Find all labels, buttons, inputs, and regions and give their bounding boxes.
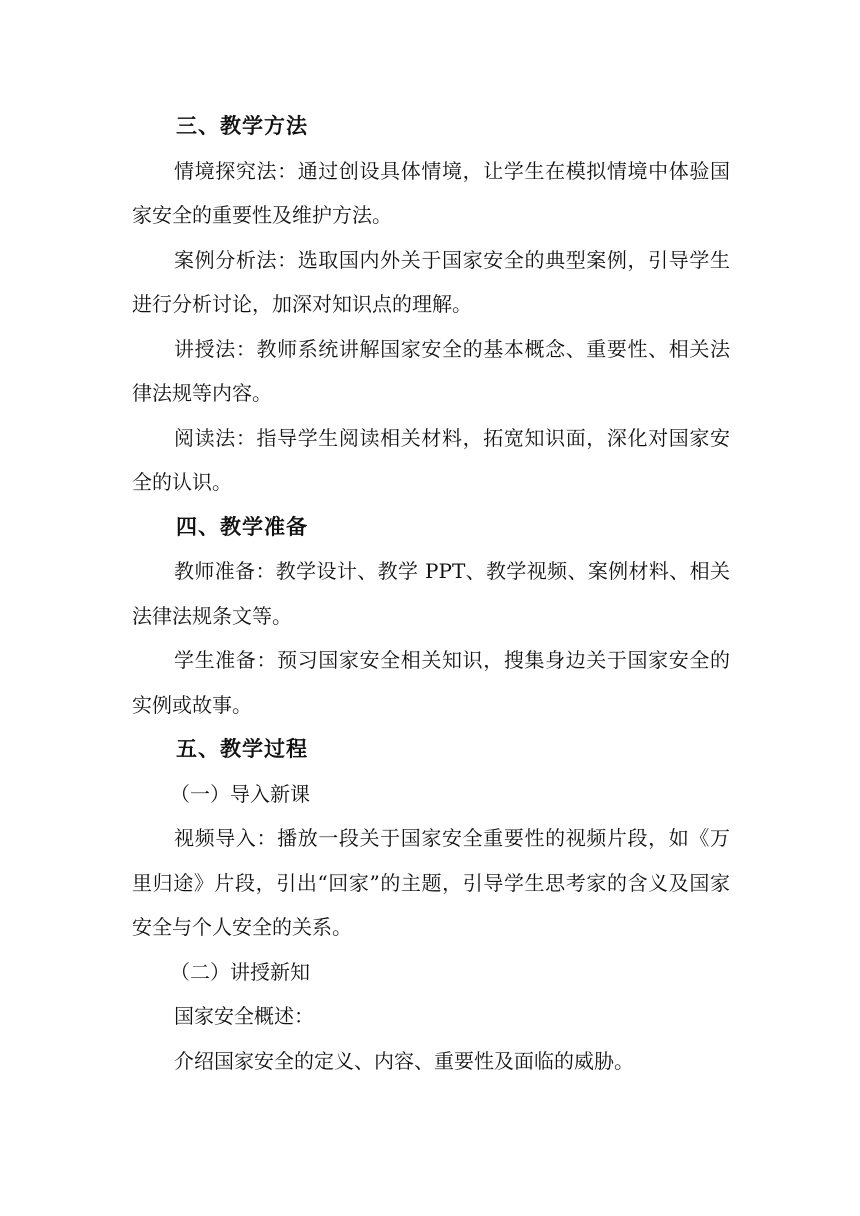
section-heading-teaching-preparation: 四、教学准备 — [176, 513, 308, 539]
paragraph-case-analysis: 案例分析法：选取国内外关于国家安全的典型案例，引导学生进行分析讨论，加深对知识点的理解。 — [132, 247, 730, 316]
paragraph-national-security-definition: 介绍国家安全的定义、内容、重要性及面临的威胁。 — [174, 1048, 634, 1073]
document-body — [132, 104, 730, 1083]
paragraph-teacher-preparation: 教师准备：教学设计、教学 PPT、教学视频、案例材料、相关法律法规条文等。 — [132, 559, 730, 628]
subheading-new-knowledge: （二）讲授新知 — [170, 959, 310, 984]
paragraph-video-introduction: 视频导入：播放一段关于国家安全重要性的视频片段，如《万里归途》片段，引出“回家”的主题，引导学生思考家的含义及国家安全与个人安全的关系。 — [132, 826, 730, 939]
paragraph-reading-method: 阅读法：指导学生阅读相关材料，拓宽知识面，深化对国家安全的认识。 — [132, 425, 730, 494]
paragraph-national-security-overview: 国家安全概述： — [174, 1004, 314, 1028]
paragraph-lecture-method: 讲授法：教师系统讲解国家安全的基本概念、重要性、相关法律法规等内容。 — [132, 336, 730, 405]
paragraph-situational-inquiry: 情境探究法：通过创设具体情境，让学生在模拟情境中体验国家安全的重要性及维护方法。 — [132, 158, 730, 227]
section-heading-teaching-methods: 三、教学方法 — [176, 113, 308, 138]
section-heading-teaching-process: 五、教学过程 — [176, 736, 308, 761]
paragraph-student-preparation: 学生准备：预习国家安全相关知识，搜集身边关于国家安全的实例或故事。 — [132, 648, 730, 717]
subheading-introduction: （一）导入新课 — [170, 781, 310, 806]
